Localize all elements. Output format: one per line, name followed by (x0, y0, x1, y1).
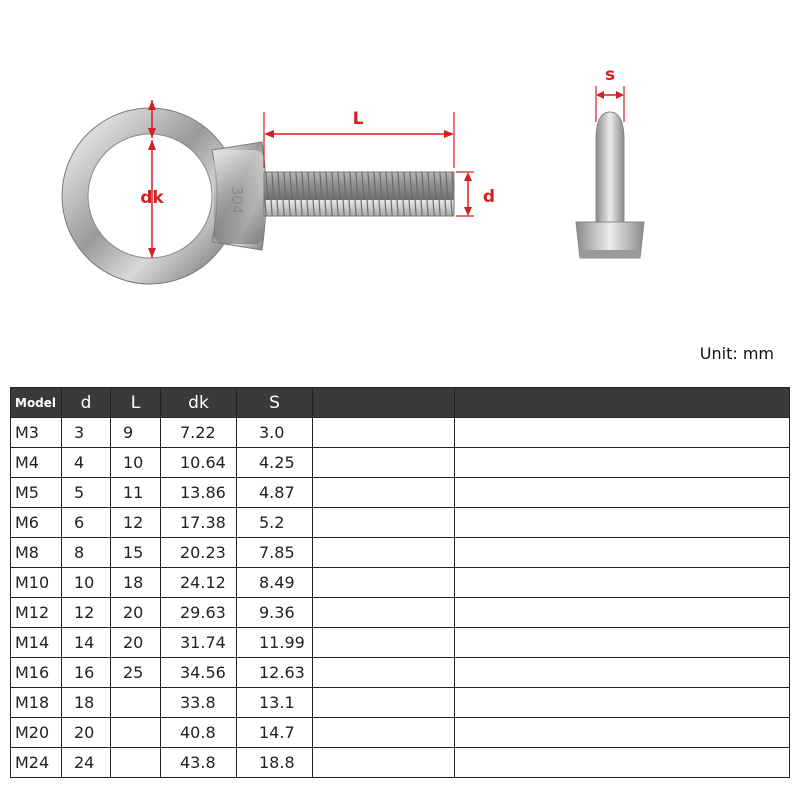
spec-table (10, 387, 790, 778)
cell-L: 25 (111, 658, 161, 688)
table-row (11, 658, 790, 688)
label-L: L (352, 109, 364, 129)
cell-model: M24 (11, 748, 62, 778)
cell-model: M3 (11, 418, 62, 448)
table-row (11, 448, 790, 478)
cell-L: 20 (111, 598, 161, 628)
cell-d: 14 (62, 628, 111, 658)
cell-L: 18 (111, 568, 161, 598)
cell-dk: 40.8 (161, 718, 237, 748)
table-row (11, 508, 790, 538)
table-row (11, 418, 790, 448)
cell-d: 24 (62, 748, 111, 778)
cell-L (111, 718, 161, 748)
unit-label: Unit: mm (699, 344, 774, 363)
cell-empty (455, 508, 790, 538)
cell-empty (313, 598, 455, 628)
cell-dk: 43.8 (161, 748, 237, 778)
table-row (11, 478, 790, 508)
cell-L: 9 (111, 418, 161, 448)
cell-L: 12 (111, 508, 161, 538)
cell-L (111, 748, 161, 778)
table-body (11, 418, 790, 778)
cell-model: M16 (11, 658, 62, 688)
cell-dk: 24.12 (161, 568, 237, 598)
label-s: s (604, 65, 616, 85)
cell-empty (455, 628, 790, 658)
cell-model: M4 (11, 448, 62, 478)
cell-empty (313, 658, 455, 688)
cell-model: M6 (11, 508, 62, 538)
cell-s: 5.2 (237, 508, 313, 538)
cell-s: 7.85 (237, 538, 313, 568)
cell-dk: 17.38 (161, 508, 237, 538)
cell-model: M18 (11, 688, 62, 718)
cell-empty (455, 718, 790, 748)
cell-empty (313, 748, 455, 778)
cell-L: 15 (111, 538, 161, 568)
cell-dk: 34.56 (161, 658, 237, 688)
cell-empty (455, 598, 790, 628)
cell-s: 4.87 (237, 478, 313, 508)
table-row (11, 718, 790, 748)
cell-d: 3 (62, 418, 111, 448)
cell-empty (455, 568, 790, 598)
cell-L: 11 (111, 478, 161, 508)
cell-dk: 20.23 (161, 538, 237, 568)
dimension-L (264, 109, 454, 168)
cell-L (111, 688, 161, 718)
cell-model: M14 (11, 628, 62, 658)
table-row (11, 688, 790, 718)
cell-s: 13.1 (237, 688, 313, 718)
cell-s: 9.36 (237, 598, 313, 628)
cell-d: 5 (62, 478, 111, 508)
cell-empty (455, 478, 790, 508)
cell-empty (313, 718, 455, 748)
cell-d: 4 (62, 448, 111, 478)
cell-empty (455, 448, 790, 478)
cell-dk: 13.86 (161, 478, 237, 508)
header-L: L (111, 388, 161, 418)
cell-d: 20 (62, 718, 111, 748)
cell-s: 3.0 (237, 418, 313, 448)
cell-dk: 7.22 (161, 418, 237, 448)
cell-empty (313, 478, 455, 508)
material-stamp: 304 (228, 185, 246, 215)
eye-bolt-side-view-icon (576, 112, 644, 258)
cell-model: M20 (11, 718, 62, 748)
cell-empty (455, 748, 790, 778)
header-dk: dk (161, 388, 237, 418)
table-row (11, 538, 790, 568)
cell-L: 10 (111, 448, 161, 478)
cell-empty (313, 628, 455, 658)
cell-model: M10 (11, 568, 62, 598)
cell-L: 20 (111, 628, 161, 658)
table-row (11, 628, 790, 658)
cell-d: 18 (62, 688, 111, 718)
label-d: d (482, 187, 496, 207)
cell-s: 11.99 (237, 628, 313, 658)
header-empty-1 (313, 388, 455, 418)
cell-s: 8.49 (237, 568, 313, 598)
cell-dk: 33.8 (161, 688, 237, 718)
cell-s: 12.63 (237, 658, 313, 688)
cell-model: M12 (11, 598, 62, 628)
cell-s: 4.25 (237, 448, 313, 478)
cell-empty (313, 508, 455, 538)
cell-empty (313, 538, 455, 568)
cell-empty (313, 568, 455, 598)
table-row (11, 748, 790, 778)
cell-dk: 29.63 (161, 598, 237, 628)
cell-d: 6 (62, 508, 111, 538)
cell-d: 16 (62, 658, 111, 688)
label-dk: dk (140, 188, 164, 208)
table-row (11, 598, 790, 628)
cell-d: 10 (62, 568, 111, 598)
cell-empty (313, 418, 455, 448)
table-row (11, 568, 790, 598)
eye-bolt-diagram (0, 0, 800, 300)
dimension-d (456, 172, 495, 216)
cell-s: 18.8 (237, 748, 313, 778)
cell-d: 12 (62, 598, 111, 628)
cell-empty (313, 448, 455, 478)
cell-empty (455, 658, 790, 688)
table-header-row (11, 388, 790, 418)
header-S: S (237, 388, 313, 418)
header-d: d (62, 388, 111, 418)
header-empty-2 (455, 388, 790, 418)
cell-dk: 10.64 (161, 448, 237, 478)
cell-model: M5 (11, 478, 62, 508)
cell-dk: 31.74 (161, 628, 237, 658)
header-model: Model (11, 388, 62, 418)
cell-empty (455, 688, 790, 718)
cell-empty (455, 418, 790, 448)
cell-model: M8 (11, 538, 62, 568)
cell-d: 8 (62, 538, 111, 568)
cell-empty (455, 538, 790, 568)
cell-s: 14.7 (237, 718, 313, 748)
cell-empty (313, 688, 455, 718)
